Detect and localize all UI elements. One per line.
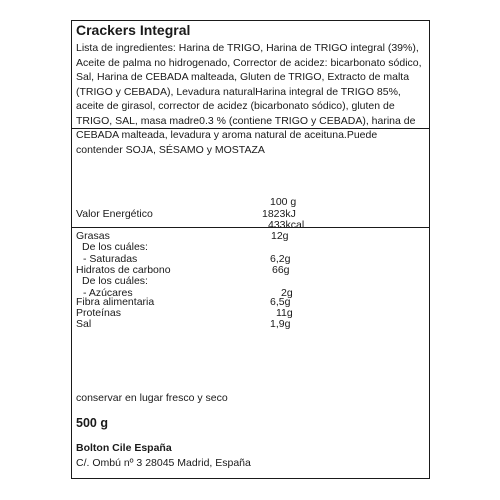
divider-top [71, 128, 430, 129]
product-title: Crackers Integral [76, 22, 191, 38]
company-name: Bolton Cile España [76, 442, 172, 454]
fat-value: 12g [271, 230, 289, 242]
energy-kj: 1823kJ [262, 208, 296, 220]
company-address: C/. Ombú nº 3 28045 Madrid, España [76, 457, 251, 469]
nutrition-per-100g: 100 g [270, 196, 297, 208]
saturated-label: - Saturadas [83, 253, 138, 265]
saturated-value: 6,2g [270, 253, 291, 265]
ingredients-list: Lista de ingredientes: Harina de TRIGO, Harina de TRIGO integral (39%), Aceite de palma no hidrogenado, Corrector de acidez: bicarbonato sódico, Sal, Harina de CEBADA malteada, Gluten de TRIGO, Extracto de malta (TRIGO y CEBADA), Levadura naturalHarina integral de TRIGO 85%, aceite de girasol, corrector de acidez (bicarbonato sódico), gluten de TRIGO, SAL, masa madre0.3 % (contiene TRIGO y CEBADA), harina de CEBADA malteada, levadura y aroma natural de aceituna.Puede contender SOJA, SÉSAMO y MOSTAZA [76, 42, 422, 156]
energy-kcal: 433kcal [268, 219, 305, 231]
fat-label: Grasas [76, 230, 110, 242]
fat-of-which: De los cuáles: [82, 241, 148, 253]
protein-value: 11g [276, 307, 293, 319]
sugars-value: 2g [281, 287, 293, 299]
carbs-of-which: De los cuáles: [82, 275, 148, 287]
energy-label: Valor Energético [76, 208, 153, 220]
storage-instructions: conservar en lugar fresco y seco [76, 392, 228, 404]
protein-label: Proteínas [76, 307, 121, 319]
carbs-value: 66g [272, 264, 290, 276]
fibre-label: Fibra alimentaria [76, 296, 155, 308]
net-weight: 500 g [76, 416, 108, 430]
salt-label: Sal [76, 318, 92, 330]
salt-value: 1,9g [270, 318, 291, 330]
sugars-label: - Azúcares [83, 287, 133, 299]
carbs-label: Hidratos de carbono [76, 264, 171, 276]
divider-nutrition [71, 227, 430, 228]
fibre-value: 6,5g [270, 296, 291, 308]
